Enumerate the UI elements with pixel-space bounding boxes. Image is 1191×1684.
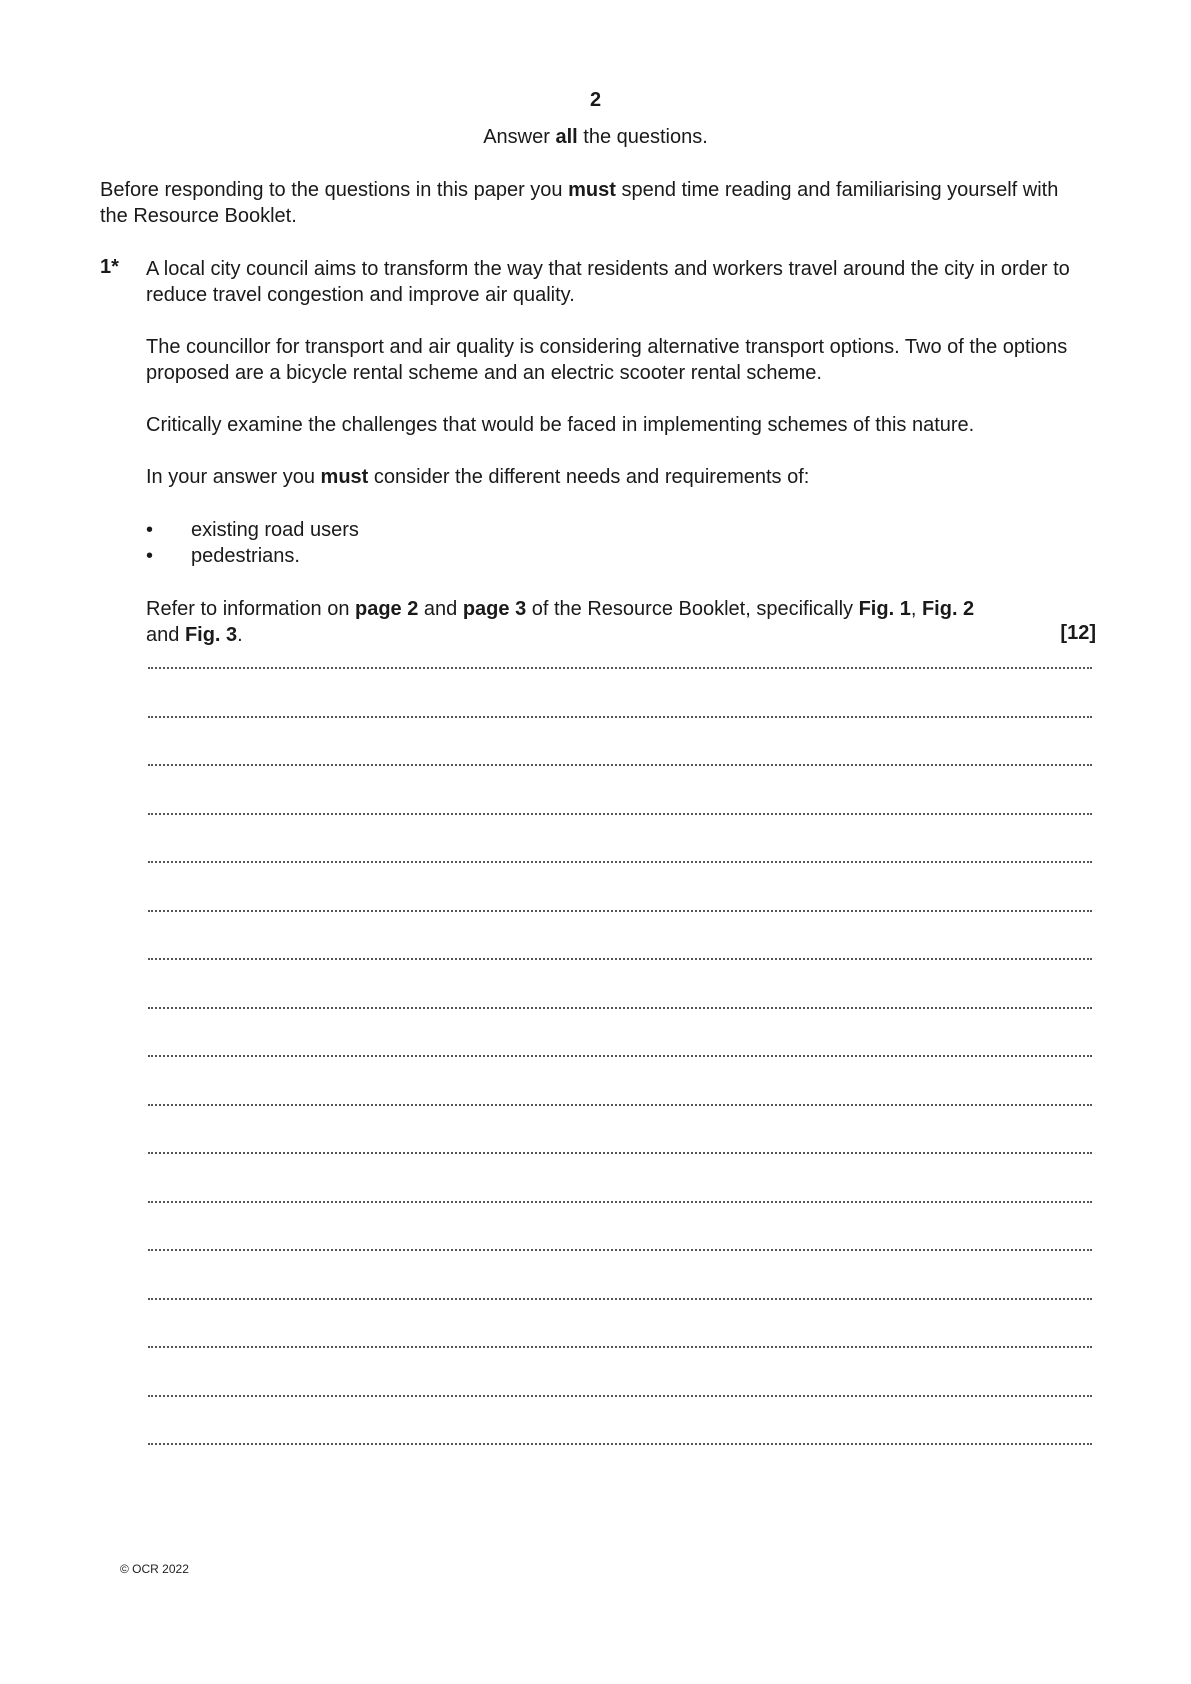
answer-line[interactable] (148, 667, 1092, 669)
bullet-icon: • (146, 545, 154, 567)
resource-reference (146, 596, 1096, 648)
question-paragraph-4 (146, 464, 1096, 490)
answer-line[interactable] (148, 1249, 1092, 1251)
ref-bold: Fig. 1 (858, 598, 911, 620)
para4-prefix: In your answer you (146, 466, 321, 488)
page-number: 2 (589, 89, 602, 111)
answer-line[interactable] (148, 1152, 1092, 1154)
bullet-text: existing road users (191, 519, 359, 541)
marks-label: [12] (1060, 622, 1096, 644)
para4-emphasis: must (320, 466, 369, 488)
answer-line[interactable] (148, 1104, 1092, 1106)
bullet-list (146, 517, 359, 569)
answer-line[interactable] (148, 1007, 1092, 1009)
preamble-suffix: spend time reading and familiarising yourself with the Resource Booklet. (100, 179, 1059, 227)
ref-bold: page 2 (355, 598, 419, 620)
answer-line[interactable] (148, 1346, 1092, 1348)
preamble-emphasis: must (568, 179, 616, 201)
ref-bold: page 3 (462, 598, 527, 620)
ref-bold: Fig. 2 (921, 598, 975, 620)
question-paragraph-1: A local city council aims to transform the way that residents and workers travel around the city in order to reduce travel congestion and improve air quality. (146, 258, 1070, 306)
ref-text: and (146, 624, 185, 646)
bullet-icon: • (146, 519, 154, 541)
preamble-prefix: Before responding to the questions in this paper you (100, 179, 569, 201)
ref-text: Refer to information on (146, 598, 355, 620)
answer-line[interactable] (148, 1395, 1092, 1397)
answer-line[interactable] (148, 958, 1092, 960)
answer-line[interactable] (148, 813, 1092, 815)
answer-lines[interactable] (148, 667, 1092, 1537)
answer-line[interactable] (148, 861, 1092, 863)
answer-line[interactable] (148, 910, 1092, 912)
question-paragraph-3: Critically examine the challenges that would be faced in implementing schemes of this nature. (146, 414, 975, 436)
question-number: 1* (100, 256, 119, 278)
answer-line[interactable] (148, 716, 1092, 718)
instruction-suffix: the questions. (577, 126, 708, 148)
question-paragraph-2: The councillor for transport and air quality is considering alternative transport options. Two of the options proposed are a bicycle rental scheme and an electric scooter rental scheme. (146, 336, 1068, 384)
para4-suffix: consider the different needs and requirements of: (368, 466, 810, 488)
ref-text: of the Resource Booklet, specifically (526, 598, 859, 620)
answer-line[interactable] (148, 1055, 1092, 1057)
instruction-prefix: Answer (483, 126, 556, 148)
copyright: © OCR 2022 (120, 1562, 189, 1576)
ref-text: and (418, 598, 463, 620)
answer-line[interactable] (148, 1201, 1092, 1203)
ref-bold: Fig. 3 (184, 624, 238, 646)
bullet-item (146, 517, 359, 543)
instruction-emphasis: all (555, 126, 578, 148)
preamble (100, 177, 1060, 229)
bullet-item (146, 543, 359, 569)
answer-line[interactable] (148, 1443, 1092, 1445)
ref-text: , (910, 598, 922, 620)
ref-text: . (237, 624, 243, 646)
bullet-text: pedestrians. (191, 545, 300, 567)
instruction (0, 126, 1191, 149)
answer-line[interactable] (148, 764, 1092, 766)
answer-line[interactable] (148, 1298, 1092, 1300)
